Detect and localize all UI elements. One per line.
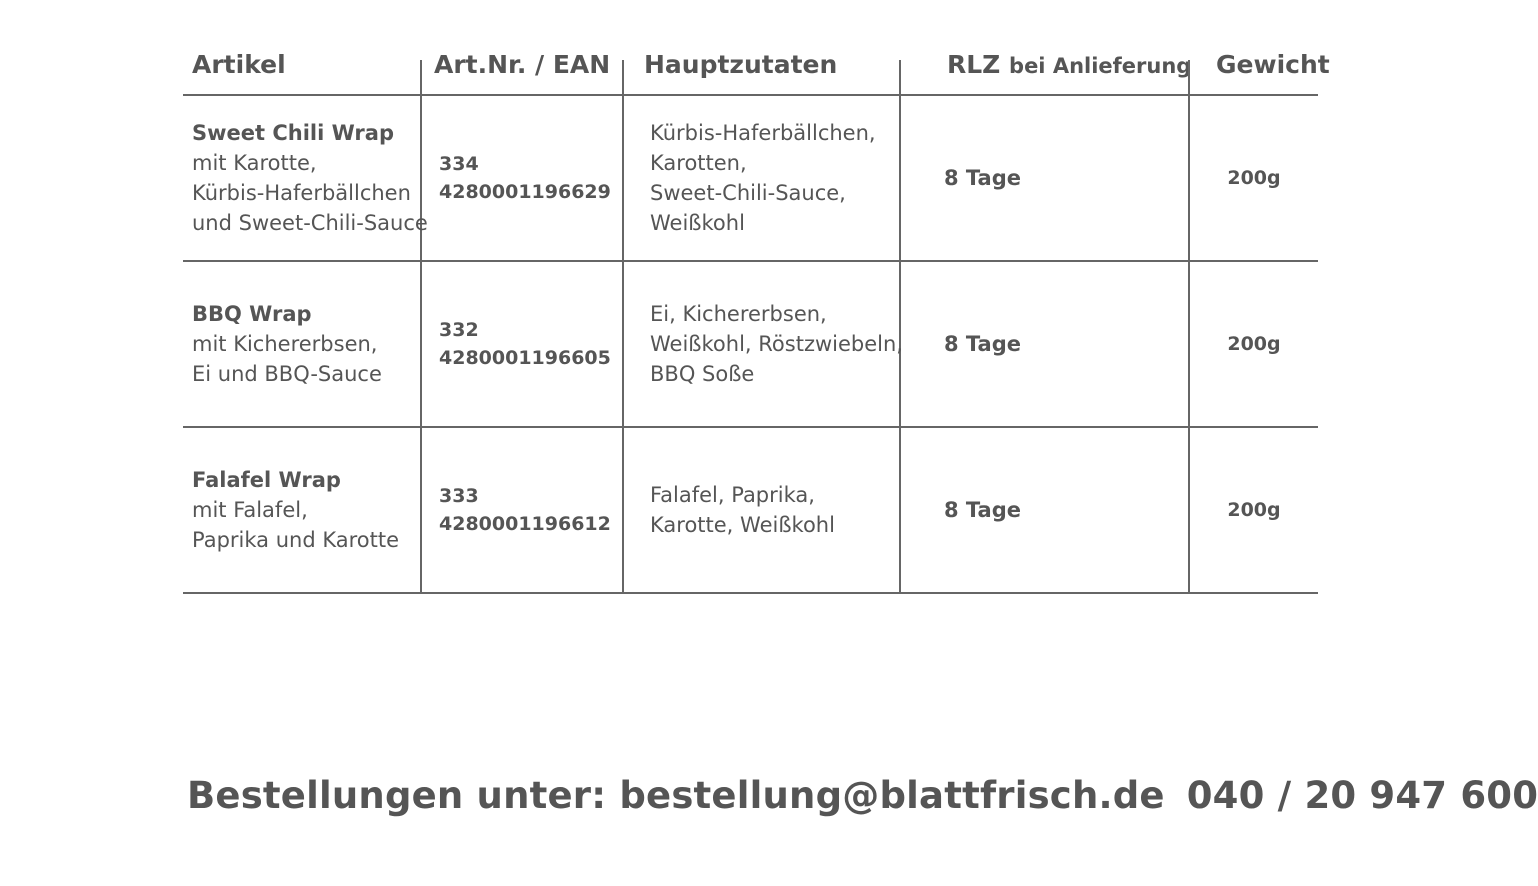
cell-art-nr [439,262,619,426]
shelf-life: 8 Tage [944,498,1021,522]
shelf-life: 8 Tage [944,166,1021,190]
cell-hauptzutaten [650,428,902,592]
cell-gewicht [1190,96,1318,260]
cell-art-nr [439,428,619,592]
header-rlz-main: RLZ [947,50,1001,79]
article-number: 333 [439,485,479,507]
product-desc-line: Ei und BBQ-Sauce [192,362,382,386]
product-table [183,40,1330,594]
ingredient-line: Ei, Kichererbsen, [650,302,827,326]
cell-artikel [192,96,428,260]
table-row [183,96,1318,262]
ingredient-line: Kürbis-Haferbällchen, [650,121,876,145]
product-desc-line: mit Kichererbsen, [192,332,378,356]
cell-hauptzutaten [650,96,902,260]
table-header [183,40,1330,96]
weight: 200g [1227,167,1281,189]
product-desc-line: und Sweet-Chili-Sauce [192,211,428,235]
header-art-nr: Art.Nr. / EAN [434,50,611,79]
ingredient-line: Karotten, [650,151,747,175]
header-hauptzutaten: Hauptzutaten [644,50,838,79]
product-name: Falafel Wrap [192,468,341,492]
header-divider [622,60,624,94]
cell-rlz [944,96,1144,260]
order-footer [187,774,1538,817]
order-email-text: Bestellungen unter: bestellung@blattfrisch.de [187,774,1165,817]
cell-gewicht [1190,428,1318,592]
product-name: Sweet Chili Wrap [192,121,394,145]
weight: 200g [1227,499,1281,521]
product-desc-line: mit Karotte, [192,151,317,175]
column-divider [622,96,624,262]
ingredient-line: Sweet-Chili-Sauce, [650,181,846,205]
order-phone: 040 / 20 947 600 [1186,774,1538,817]
ingredient-line: Karotte, Weißkohl [650,513,835,537]
header-divider [1188,60,1190,94]
ingredient-line: Falafel, Paprika, [650,483,815,507]
product-name: BBQ Wrap [192,302,312,326]
header-gewicht: Gewicht [1216,50,1330,79]
cell-rlz [944,262,1144,426]
shelf-life: 8 Tage [944,332,1021,356]
table-row [183,428,1318,594]
header-rlz-small: bei Anlieferung [1009,54,1192,78]
cell-artikel [192,428,420,592]
ean-code: 4280001196629 [439,181,611,203]
column-divider [622,262,624,428]
weight: 200g [1227,333,1281,355]
product-desc-line: Paprika und Karotte [192,528,400,552]
header-artikel: Artikel [192,50,286,79]
table-row [183,262,1318,428]
cell-art-nr [439,96,619,260]
ingredient-line: BBQ Soße [650,362,755,386]
header-divider [899,60,901,94]
ean-code: 4280001196605 [439,347,611,369]
product-desc-line: mit Falafel, [192,498,308,522]
column-divider [420,262,422,428]
header-rlz [947,50,1191,79]
column-divider [420,428,422,594]
ingredient-line: Weißkohl, Röstzwiebeln, [650,332,903,356]
column-divider [622,428,624,594]
column-divider [420,96,422,262]
cell-hauptzutaten [650,262,902,426]
product-desc-line: Kürbis-Haferbällchen [192,181,411,205]
cell-gewicht [1190,262,1318,426]
cell-artikel [192,262,420,426]
header-divider [420,60,422,94]
ean-code: 4280001196612 [439,513,611,535]
article-number: 334 [439,153,479,175]
cell-rlz [944,428,1144,592]
article-number: 332 [439,319,479,341]
ingredient-line: Weißkohl [650,211,745,235]
